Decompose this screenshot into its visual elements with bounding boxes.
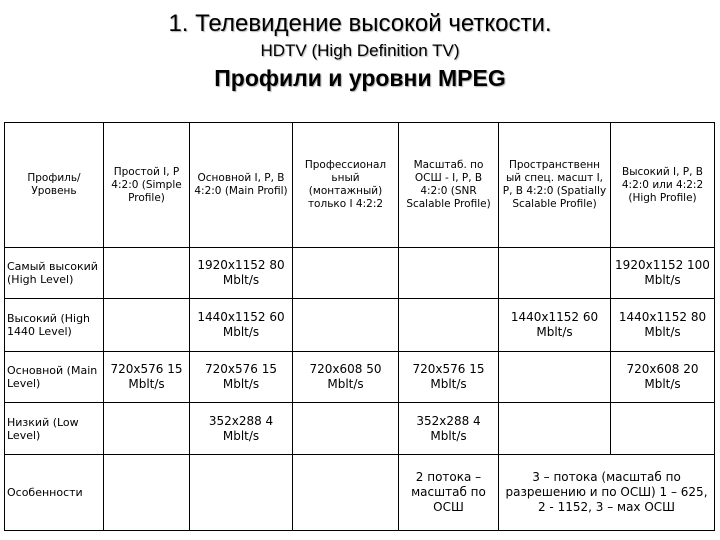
level-main-label: Основной (Main Level): [5, 352, 104, 403]
profile-snr-scalable: Масштаб. по ОСШ - I, P, B 4:2:0 (SNR Scalable Profile): [399, 123, 499, 248]
level-low-label: Низкий (Low Level): [5, 403, 104, 455]
mpeg-profiles-levels-table: [4, 122, 715, 531]
profile-professional: Профессионал ьный (монтажный) только I 4:2:2: [293, 123, 399, 248]
corner-header: Профиль/ Уровень: [5, 123, 104, 248]
table-cell: 352x288 4 Mblt/s: [190, 403, 293, 455]
table-cell: 3 – потока (масштаб по разрешению и по ОСШ) 1 – 625, 2 - 1152, 3 – мах ОСШ: [499, 455, 715, 531]
level-row-main: [5, 352, 715, 403]
profile-main: Основной I, P, B 4:2:0 (Main Profil): [190, 123, 293, 248]
table-cell: [104, 403, 190, 455]
table-cell: [190, 455, 293, 531]
level-row-low: [5, 403, 715, 455]
table-cell: [499, 403, 611, 455]
table-cell: [293, 455, 399, 531]
table-cell: 720x608 50 Mblt/s: [293, 352, 399, 403]
table-cell: 1440x1152 60 Mblt/s: [499, 299, 611, 352]
table-cell: 720x576 15 Mblt/s: [399, 352, 499, 403]
section-heading: Профили и уровни MPEG: [214, 65, 506, 91]
table-cell: [611, 403, 715, 455]
table-cell: [499, 352, 611, 403]
table-cell: [293, 248, 399, 299]
profile-spatially-scalable: Пространственн ый спец. масшт I, P, B 4:2:0 (Spatially Scalable Profile): [499, 123, 611, 248]
table-cell: [399, 248, 499, 299]
level-row-high-1440: [5, 299, 715, 352]
table-cell: [104, 455, 190, 531]
table-cell: 352x288 4 Mblt/s: [399, 403, 499, 455]
table-cell: [293, 403, 399, 455]
table-cell: 1440x1152 80 Mblt/s: [611, 299, 715, 352]
table-cell: 1920x1152 80 Mblt/s: [190, 248, 293, 299]
features-row: [5, 455, 715, 531]
table-cell: 1920x1152 100 Mblt/s: [611, 248, 715, 299]
profile-header-row: [5, 123, 715, 248]
table-cell: [399, 299, 499, 352]
profile-simple: Простой I, P 4:2:0 (Simple Profile): [104, 123, 190, 248]
table-cell: 720x576 15 Mblt/s: [190, 352, 293, 403]
table-cell: [104, 248, 190, 299]
profile-high: Высокий I, P, B 4:2:0 или 4:2:2 (High Profile): [611, 123, 715, 248]
table-cell: [499, 248, 611, 299]
level-row-high: [5, 248, 715, 299]
table-cell: 720x576 15 Mblt/s: [104, 352, 190, 403]
slide-subtitle: HDTV (High Definition TV): [260, 41, 460, 60]
level-high1440-label: Высокий (High 1440 Level): [5, 299, 104, 352]
table-cell: 2 потока – масштаб по ОСШ: [399, 455, 499, 531]
table-cell: [104, 299, 190, 352]
features-label: Особенности: [5, 455, 104, 531]
level-high-label: Самый высокий (High Level): [5, 248, 104, 299]
table-cell: 720x608 20 Mblt/s: [611, 352, 715, 403]
table-cell: 1440x1152 60 Mblt/s: [190, 299, 293, 352]
table-cell: [293, 299, 399, 352]
slide-title: 1. Телевидение высокой четкости.: [168, 10, 552, 37]
